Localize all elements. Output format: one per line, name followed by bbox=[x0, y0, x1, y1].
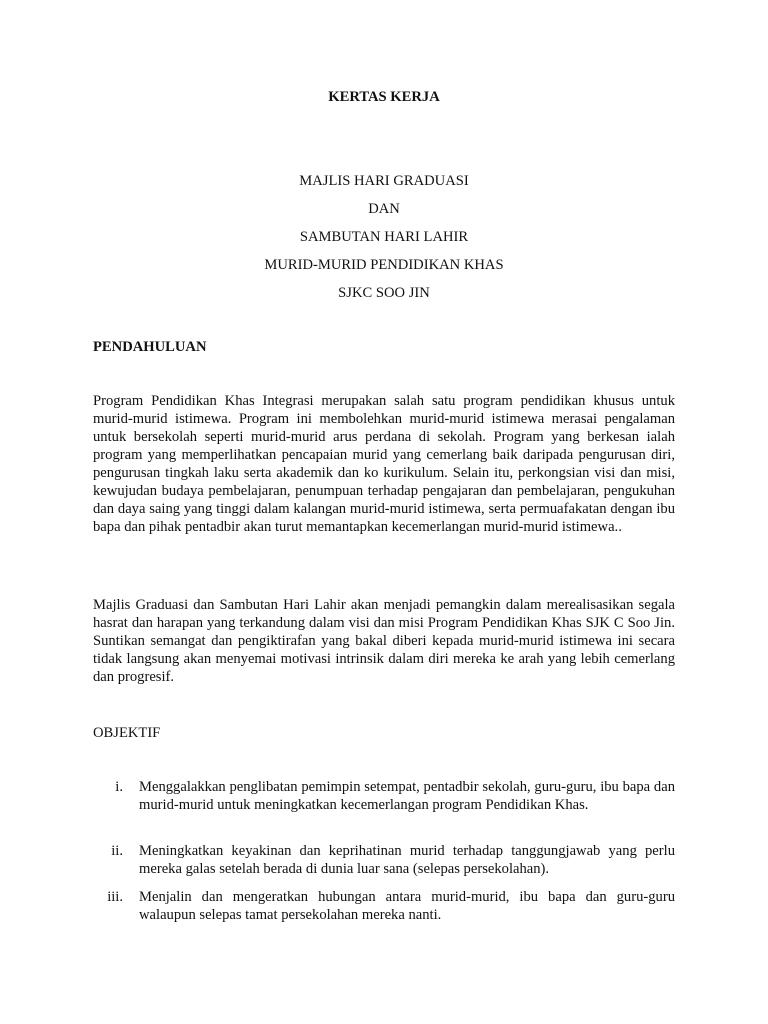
event-title-line-2: DAN bbox=[368, 201, 400, 217]
event-title-line-3: SAMBUTAN HARI LAHIR bbox=[299, 229, 469, 245]
objektif-item-text: Meningkatkan keyakinan dan keprihatinan murid terhadap tanggungjawab yang perlu mereka galas setelah berada di dunia luar sana (selepas persekolahan). bbox=[139, 843, 675, 877]
document-title: KERTAS KERJA bbox=[328, 89, 440, 105]
event-title-line-4: MURID-MURID PENDIDIKAN KHAS bbox=[264, 257, 504, 273]
objektif-heading: OBJEKTIF bbox=[93, 725, 161, 741]
pendahuluan-paragraph-2: Majlis Graduasi dan Sambutan Hari Lahir akan menjadi pemangkin dalam merealisasikan segala hasrat dan harapan yang terkandung dalam visi dan misi Program Pendidikan Khas SJK C Soo Jin. Suntikan semangat dan pengiktirafan yang bakal diberi kepada murid-murid istimewa ini secara tidak langsung akan menyemai motivasi intrinsik dalam diri mereka ke arah yang lebih cemerlang dan progresif. bbox=[93, 597, 675, 685]
objektif-item-number: i. bbox=[115, 779, 123, 795]
event-title-line-5: SJKC SOO JIN bbox=[338, 285, 430, 301]
pendahuluan-paragraph-1: Program Pendidikan Khas Integrasi merupakan salah satu program pendidikan khusus untuk murid-murid istimewa. Program ini membolehkan murid-murid istimewa merasai pengalaman untuk bersekolah seperti murid-murid arus perdana di sekolah. Program yang berkesan ialah program yang memperlihatkan pencapaian murid yang cemerlang baik daripada pengurusan diri, pengurusan tingkah laku serta akademik dan ko kurikulum. Selain itu, perkongsian visi dan misi, kewujudan budaya pembelajaran, penumpuan terhadap pengajaran dan pembelajaran, pengukuhan dan daya saing yang tinggi dalam kalangan murid-murid istimewa, serta permuafakatan dengan ibu bapa dan pihak pentadbir akan turut memantapkan kecemerlangan murid-murid istimewa.. bbox=[93, 393, 675, 535]
pendahuluan-heading: PENDAHULUAN bbox=[93, 339, 207, 355]
objektif-item-text: Menjalin dan mengeratkan hubungan antara murid-murid, ibu bapa dan guru-guru walaupun selepas tamat persekolahan mereka nanti. bbox=[139, 889, 675, 923]
objektif-item-number: iii. bbox=[107, 889, 123, 905]
objektif-item-text: Menggalakkan penglibatan pemimpin setempat, pentadbir sekolah, guru-guru, ibu bapa dan murid-murid untuk meningkatkan kecemerlangan program Pendidikan Khas. bbox=[139, 779, 675, 813]
objektif-item-number: ii. bbox=[111, 843, 123, 859]
event-title-line-1: MAJLIS HARI GRADUASI bbox=[299, 173, 469, 189]
